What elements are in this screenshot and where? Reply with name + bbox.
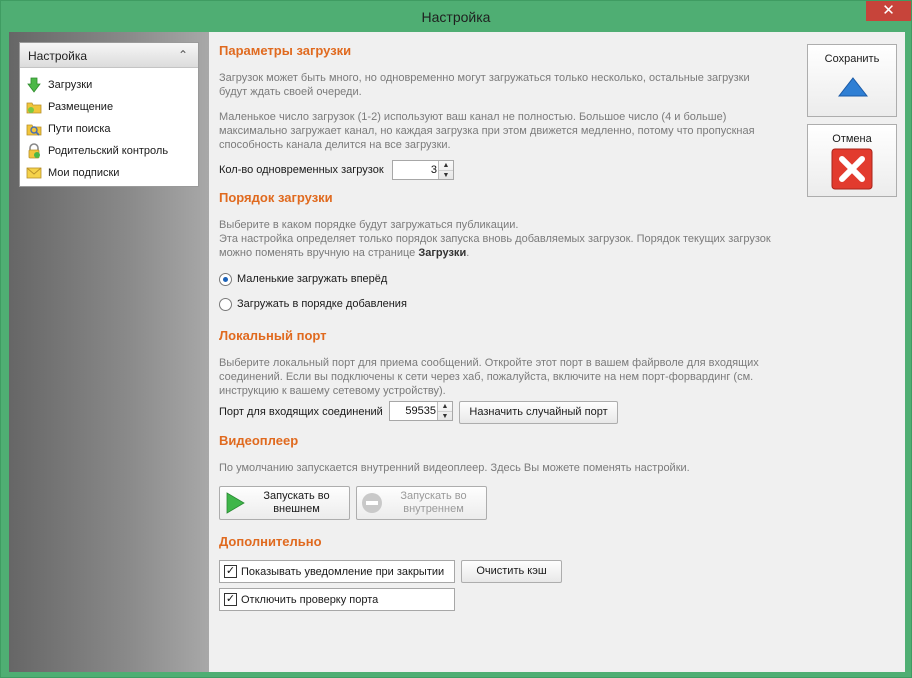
- search-paths-icon: [26, 121, 42, 137]
- port-stepper-down-icon[interactable]: ▼: [438, 411, 452, 420]
- up-arrow-icon: [838, 77, 868, 97]
- concurrent-downloads-value[interactable]: 3: [430, 164, 437, 176]
- sidebar-item-placement[interactable]: [24, 97, 196, 117]
- nav-header[interactable]: [20, 43, 198, 68]
- local-port-desc: Выберите локальный порт для приема сообщений. Откройте этот порт в вашем файрволе для входящих соединений. Если вы подключены к сети через хаб, пожалуйста, включите на нем порт-форвардинг (см. инструкцию к вашему сетевому устройству).: [219, 357, 759, 397]
- download-order-desc-1: Выберите в каком порядке будут загружаться публикации.: [219, 219, 519, 231]
- section-title-local-port: Локальный порт: [219, 328, 327, 343]
- window-title: Настройка: [421, 9, 491, 25]
- stepper-arrows[interactable]: [438, 161, 453, 179]
- section-title-video-player: Видеоплеер: [219, 433, 299, 448]
- collapse-icon[interactable]: ⌃: [177, 48, 189, 62]
- client-area: [9, 32, 905, 672]
- section-title-download-params: Параметры загрузки: [219, 43, 352, 58]
- notify-on-close-checkbox[interactable]: [219, 560, 455, 583]
- launch-external-player-button[interactable]: [219, 486, 350, 520]
- sidebar-item-label: Пути поиска: [48, 123, 111, 135]
- incoming-port-label: Порт для входящих соединений: [219, 406, 383, 418]
- sidebar: [9, 32, 209, 672]
- launch-external-player-label: Запускать во внешнем: [263, 490, 330, 515]
- folder-icon: [26, 99, 42, 115]
- sidebar-item-label: Мои подписки: [48, 167, 120, 179]
- notify-on-close-check-icon[interactable]: ✓: [225, 565, 236, 577]
- nav-header-label: Настройка: [28, 49, 88, 63]
- launch-internal-player-button[interactable]: [356, 486, 487, 520]
- video-player-desc: По умолчанию запускается внутренний видеоплеер. Здесь Вы можете поменять настройки.: [219, 462, 690, 474]
- disable-port-check-check-icon[interactable]: ✓: [225, 593, 236, 605]
- envelope-icon: [26, 165, 42, 181]
- save-button-label: Сохранить: [824, 53, 880, 65]
- port-stepper-arrows[interactable]: [437, 402, 452, 420]
- nav-panel: [19, 42, 199, 187]
- stepper-down-icon[interactable]: ▼: [439, 170, 453, 179]
- downloads-page-link: Загрузки: [418, 247, 467, 259]
- radio-added-order-dot[interactable]: [219, 298, 232, 311]
- disable-port-check-label[interactable]: Отключить проверку порта: [241, 594, 379, 606]
- download-arrow-icon: [26, 77, 42, 93]
- sidebar-item-label: Размещение: [48, 101, 114, 113]
- sidebar-item-search-paths[interactable]: [24, 119, 196, 139]
- cancel-button[interactable]: [807, 124, 897, 197]
- radio-small-first-label[interactable]: Маленькие загружать вперёд: [237, 273, 388, 285]
- save-button[interactable]: [807, 44, 897, 117]
- cancel-button-label: Отмена: [832, 133, 872, 145]
- clear-cache-button[interactable]: Очистить кэш: [461, 560, 562, 583]
- titlebar: [1, 1, 911, 32]
- incoming-port-value[interactable]: 59535: [405, 405, 436, 417]
- concurrent-downloads-stepper[interactable]: [392, 160, 454, 180]
- section-title-extra: Дополнительно: [219, 534, 322, 549]
- download-params-desc-2: Маленькое число загрузок (1-2) используют ваш канал не полностью. Большое число (4 и больше) максимально загружает канал, но каждая загрузка при этом движется медленно, потому что пропускная способность канала делится на все загрузки.: [219, 111, 755, 151]
- sidebar-item-downloads[interactable]: [24, 75, 196, 95]
- cancel-x-icon: [831, 148, 873, 190]
- radio-added-order-label[interactable]: Загружать в порядке добавления: [237, 298, 407, 310]
- disable-port-check-checkbox[interactable]: [219, 588, 455, 611]
- assign-random-port-button[interactable]: Назначить случайный порт: [459, 401, 618, 424]
- lock-icon: [26, 143, 42, 159]
- play-icon: [224, 492, 246, 514]
- stepper-up-icon[interactable]: ▲: [442, 162, 450, 169]
- sidebar-item-subscriptions[interactable]: [24, 163, 196, 183]
- launch-internal-player-label: Запускать во внутреннем: [400, 490, 467, 515]
- download-order-desc-text: Эта настройка определяет только порядок запуска вновь добавляемых загрузок. Порядок текущих загрузок можно поменять вручную на странице: [219, 233, 771, 259]
- download-order-desc-2: [219, 232, 779, 260]
- incoming-port-stepper[interactable]: [389, 401, 453, 421]
- concurrent-downloads-label: Кол-во одновременных загрузок: [219, 164, 384, 176]
- download-order-desc-end: .: [466, 247, 470, 259]
- minus-circle-icon: [361, 492, 383, 514]
- close-button[interactable]: ✕: [866, 1, 911, 21]
- radio-small-first-dot[interactable]: [219, 273, 232, 286]
- section-title-download-order: Порядок загрузки: [219, 190, 333, 205]
- notify-on-close-label[interactable]: Показывать уведомление при закрытии: [241, 566, 445, 578]
- sidebar-item-label: Загрузки: [48, 79, 93, 91]
- settings-content: [209, 32, 905, 672]
- port-stepper-up-icon[interactable]: ▲: [441, 403, 449, 410]
- sidebar-item-parental-control[interactable]: [24, 141, 196, 161]
- download-params-desc-1: Загрузок может быть много, но одновременно могут загружаться только несколько, остальные загрузки будут ждать своей очереди.: [219, 72, 750, 98]
- sidebar-item-label: Родительский контроль: [48, 145, 169, 157]
